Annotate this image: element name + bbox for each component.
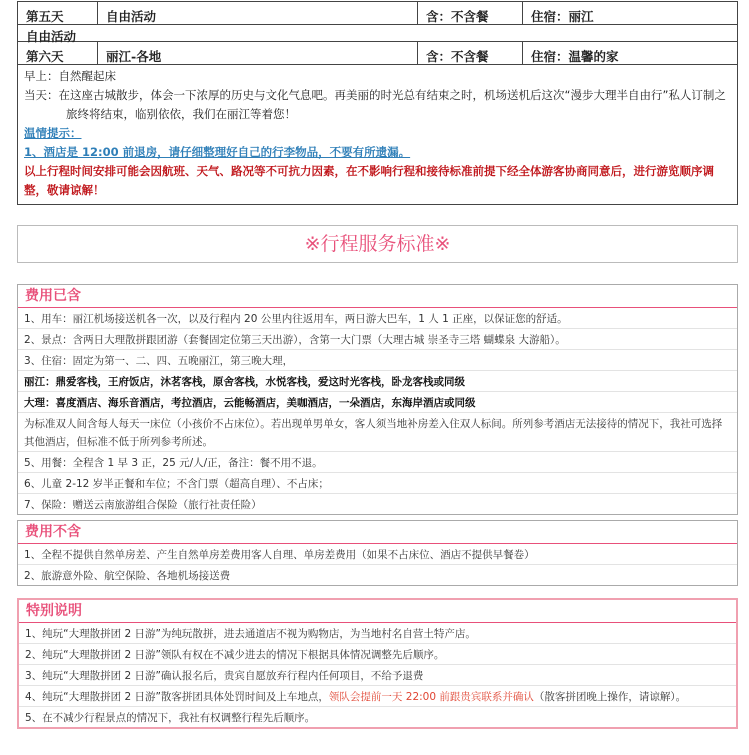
list-item: 5、用餐：全程含 1 早 3 正，25 元/人/正，备注：餐不用不退。 bbox=[18, 452, 737, 473]
list-item: 大理：喜度酒店、海乐音酒店，考拉酒店，云能畅酒店，美咖酒店，一朵酒店，东海岸酒店或同级 bbox=[18, 392, 737, 413]
itinerary-table bbox=[17, 1, 738, 205]
day5-row bbox=[18, 2, 737, 25]
list-item: 2、景点：含两日大理散拼跟团游（套餐固定位第三天出游），含第一大门票（大理古城 崇圣寺三塔 蝴蝶泉 大游船）。 bbox=[18, 329, 737, 350]
day6-stay: 住宿：温馨的家 bbox=[531, 49, 619, 64]
checkout-tip: 1、酒店是 12:00 前退房，请仔细整理好自己的行李物品，不要有所遗漏。 bbox=[24, 145, 411, 159]
day6-row bbox=[18, 42, 737, 65]
day5-label: 第五天 bbox=[18, 2, 98, 24]
list-item: 3、纯玩“大理散拼团 2 日游”确认报名后，贵宾自愿放弃行程内任何项目，不给予退费 bbox=[19, 665, 736, 686]
day5-title: 自由活动 bbox=[98, 2, 418, 24]
list-item: 3、住宿：固定为第一、二、四、五晚丽江，第三晚大理， bbox=[18, 350, 737, 371]
item4-suffix: （散客拼团晚上操作，请谅解）。 bbox=[533, 691, 687, 703]
included-section bbox=[17, 284, 738, 515]
free-activity-note: 自由活动 bbox=[18, 25, 737, 42]
list-item: 1、全程不提供自然单房差、产生自然单房差费用客人自理、单房差费用（如果不占床位、酒店不提供早餐卷） bbox=[18, 544, 737, 565]
day6-description bbox=[18, 65, 737, 204]
excluded-section bbox=[17, 520, 738, 586]
schedule-notice: 以上行程时间安排可能会因航班、天气、路况等不可抗力因素，在不影响行程和接待标准前提下经全体游客协商同意后，进行游览顺序调整，敬请谅解！ bbox=[24, 164, 714, 197]
item4-text: 4、纯玩“大理散拼团 2 日游”散客拼团具体处罚时间及上车地点， bbox=[25, 691, 329, 703]
day5-meal: 含：不含餐 bbox=[418, 2, 523, 24]
special-heading: 特别说明 bbox=[19, 600, 736, 623]
list-item bbox=[19, 686, 736, 707]
morning-text: 早上：自然醒起床 bbox=[24, 69, 116, 83]
list-item: 2、纯玩“大理散拼团 2 日游”领队有权在不减少进去的情况下根据具体情况调整先后顺序。 bbox=[19, 644, 736, 665]
list-item: 丽江：鼎爱客栈，王府饭店，沐茗客栈，原舍客栈，水悦客栈，爱这时光客栈，卧龙客栈或同级 bbox=[18, 371, 737, 392]
service-standards-title: ※行程服务标准※ bbox=[17, 225, 738, 263]
list-item: 1、用车：丽江机场接送机各一次，以及行程内 20 公里内往返用车，两日游大巴车，1 人 1 正座，以保证您的舒适。 bbox=[18, 308, 737, 329]
list-item: 6、儿童 2-12 岁半正餐和车位；不含门票（超高自理）、不占床； bbox=[18, 473, 737, 494]
included-heading: 费用已含 bbox=[18, 285, 737, 308]
afternoon-text: 当天：在这座古城散步，体会一下浓厚的历史与文化气息吧。再美丽的时光总有结束之时，机场送机后这次“漫步大理半自由行”私人订制之旅终将结束，临别依依，我们在丽江等着您！ bbox=[24, 88, 726, 121]
day6-label: 第六天 bbox=[18, 42, 98, 64]
item4-highlight: 领队会提前一天 22:00 前跟贵宾联系并确认 bbox=[328, 691, 534, 703]
day5-stay: 住宿：丽江 bbox=[531, 9, 594, 24]
excluded-heading: 费用不含 bbox=[18, 521, 737, 544]
list-item: 5、在不减少行程景点的情况下，我社有权调整行程先后顺序。 bbox=[25, 712, 316, 724]
tips-heading: 温情提示： bbox=[24, 126, 82, 140]
day6-meal: 含：不含餐 bbox=[418, 42, 523, 64]
list-item: 7、保险：赠送云南旅游组合保险（旅行社责任险） bbox=[24, 499, 262, 511]
day6-title: 丽江-各地 bbox=[98, 42, 418, 64]
special-notes-section bbox=[17, 598, 738, 729]
list-item: 1、纯玩“大理散拼团 2 日游”为纯玩散拼，进去通道店不视为购物店，为当地村名自营土特产店。 bbox=[19, 623, 736, 644]
list-item: 为标准双人间含每人每天一床位（小孩价不占床位）。若出现单男单女，客人须当地补房差入住双人标间。所列参考酒店无法接待的情况下，我社可选择其他酒店，但标准不低于所列参考所述。 bbox=[18, 413, 737, 452]
list-item: 2、旅游意外险、航空保险、各地机场接送费 bbox=[24, 570, 231, 582]
